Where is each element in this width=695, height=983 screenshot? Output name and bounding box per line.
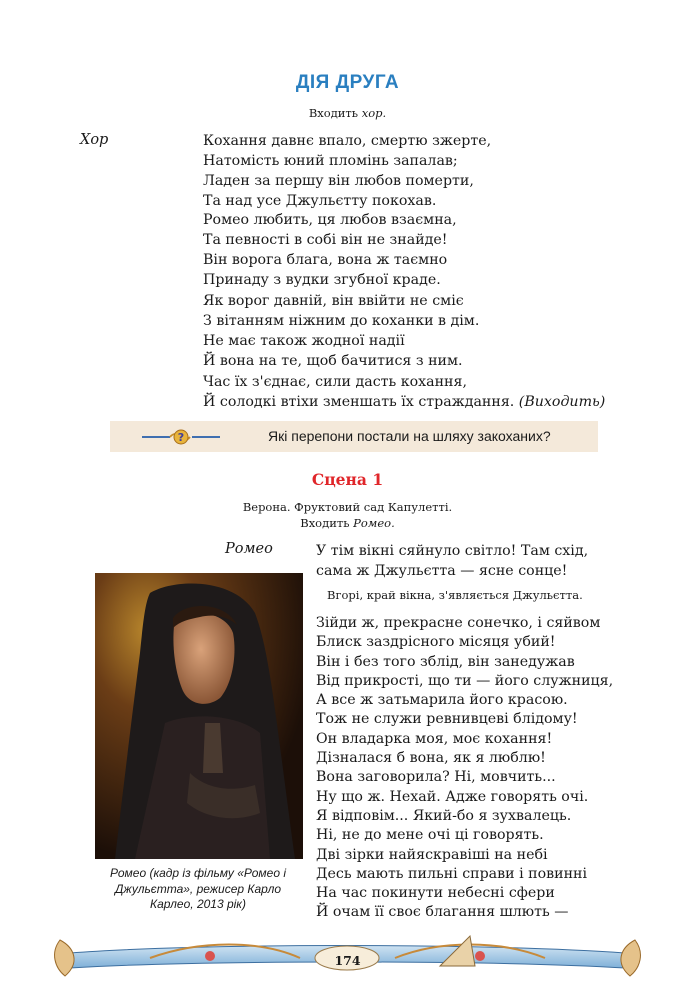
page-number: 174: [334, 953, 361, 968]
question-bar: [110, 421, 598, 452]
act-title: ДІЯ ДРУГА: [295, 72, 400, 93]
svg-text:?: ?: [177, 431, 185, 444]
question-text: Які перепони постали на шляху закоханих?: [268, 428, 551, 444]
romeo-opening-lines: У тім вікні сяйнуло світло! Там схід, сама ж Джульєтта — ясне сонце!: [316, 543, 589, 579]
romeo-film-still: [95, 573, 303, 859]
romeo-photo-illustration: [95, 573, 303, 859]
exit-direction: (Виходить): [518, 394, 606, 410]
question-ornament-icon: [140, 427, 222, 447]
act-stage-direction: Входить хор.: [308, 106, 387, 120]
romeo-monologue: Зійди ж, прекрасне сонечко, і сяйвом Блиск заздрісного місяця убий! Він і без того зблід, він занедужав Від прикрості, що ти — його служниця, А все ж затьмарила його красою. Тож не служи ревнивцеві блідому! Он владарка моя, моє кохання! Дізналася б вона, як я люблю! Вона заговорила? Ні, мовчить... Ну що ж. Нехай. Адже говорять очі. Я відповім... Який-бо я зухвалець. Ні, не до мене очі ці говорять. Дві зірки найяскравіші на небі Десь мають пильні справи і повинні На час покинути небесні сфери Й очам її своє благання шлють —: [316, 615, 614, 921]
juliet-appears-direction: Вгорі, край вікна, з'являється Джульєтта.: [327, 588, 583, 602]
scene-title: Сцена 1: [311, 470, 384, 489]
chorus-stanza-1: Кохання давнє впало, смертю зжерте, Натомість юний пломінь запалав; Ладен за першу він любов померти, Та над усе Джульєтту покохав.: [203, 133, 492, 209]
chorus-stanza-4: Час їх з'єднає, сили дасть кохання, Й солодкі втіхи зменшать їх страждання. (Виходить): [203, 374, 606, 410]
speaker-chorus: Хор: [80, 132, 109, 148]
speaker-romeo: Ромео: [225, 541, 273, 557]
scene-setting: Верона. Фруктовий сад Капулетті.: [242, 500, 453, 514]
scene-enter-direction: Входить Ромео.: [300, 516, 395, 530]
chorus-stanza-2: Ромео любить, ця любов взаємна, Та певності в собі він не знайде! Він ворога блага, вона ж таємно Принаду з вудки згубної краде.: [203, 212, 457, 288]
chorus-stanza-3: Як ворог давній, він ввійти не сміє З вітанням ніжним до коханки в дім. Не має також жодної надії Й вона на те, щоб бачитися з ним.: [203, 293, 480, 369]
photo-caption: Ромео (кадр із фільму «Ромео і Джульєтта», режисер Карло Карлео, 2013 рік): [110, 866, 286, 911]
